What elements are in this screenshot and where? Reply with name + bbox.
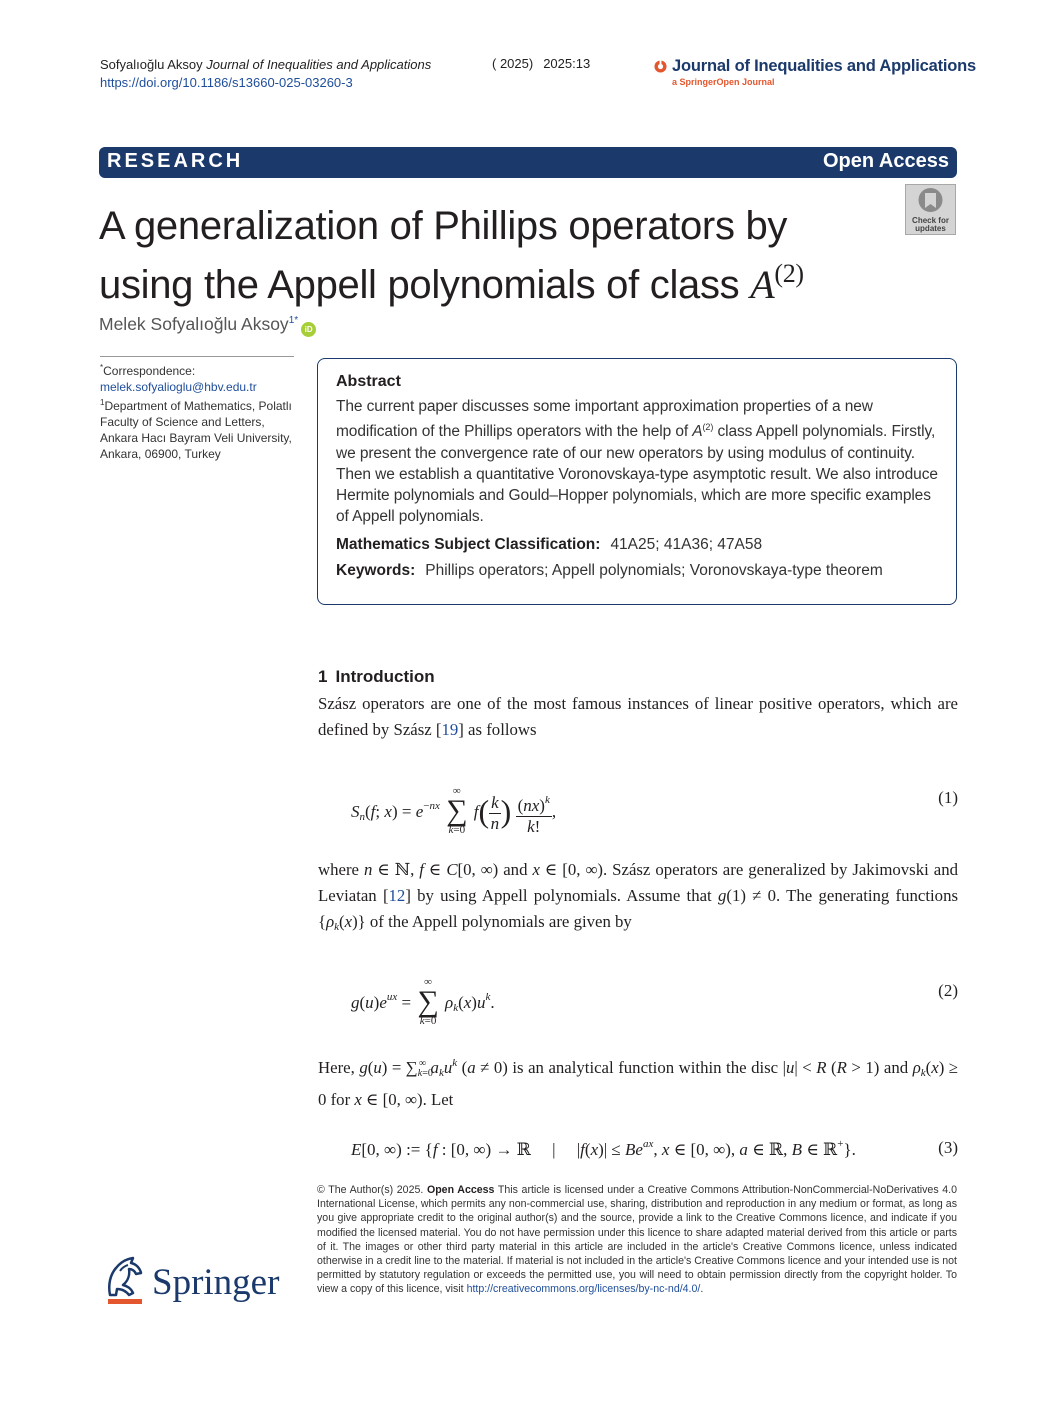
p2-e: . The generating functions (776, 886, 958, 905)
p3-a: Here, (318, 1058, 355, 1077)
check-for-updates-button[interactable] (905, 184, 956, 235)
header-journal: Journal of Inequalities and Applications (206, 57, 432, 72)
license-end: . (700, 1283, 704, 1296)
sidebar-divider (100, 356, 294, 357)
keywords-label: Keywords: (336, 561, 416, 579)
abstract-box (317, 358, 957, 605)
title-class-sup: (2) (774, 259, 804, 288)
p1-end: ] as follows (458, 720, 537, 739)
keywords-value: Phillips operators; Appell polynomials; Voronovskaya-type theorem (425, 561, 883, 579)
title-line-2-text: using the Appell polynomials of class (99, 263, 740, 307)
author-affil-mark[interactable]: 1* (288, 315, 299, 326)
p2-d: ] by using Appell polynomials. Assume that (405, 886, 712, 905)
p2-f: of the Appell polynomials are given by (369, 912, 632, 931)
equation-1 (318, 770, 958, 836)
abstract-heading: Abstract (336, 373, 401, 390)
intro-paragraph-3: Here, $g(u) = \sum_{k=0}^\infty$ $a_ku^k$ (a ≠ 0) is an analytical function within the disc |u| < R (R > 1) and $\rho_k(x) \ge 0$ for x ∈ [0, ∞). Let (318, 1057, 959, 1109)
research-banner (99, 147, 957, 178)
p3-c: and (883, 1058, 909, 1077)
equation-3-body: E[0, ∞) := {f : [0, ∞) → ℝ | $|f(x)| \le Be^{ax}$, x ∈ [0, ∞), a ∈ ℝ, B ∈ ℝ+}. (351, 1138, 856, 1159)
keywords-row (336, 562, 938, 580)
header-article-id: 2025:13 (543, 56, 591, 71)
doi-link[interactable]: https://doi.org/10.1186/s13660-025-03260-3 (100, 75, 353, 90)
license-notice (317, 1183, 957, 1297)
springeropen-icon (654, 60, 667, 73)
author-line (99, 314, 316, 337)
correspondence-email[interactable]: melek.sofyalioglu@hbv.edu.tr (100, 380, 257, 394)
p3-b: is an analytical function within the disc (512, 1058, 779, 1077)
header-year: ( 2025) (492, 56, 534, 71)
affiliation-mark: 1 (100, 398, 105, 407)
p1-text: Szász operators are one of the most famous instances of linear positive operators, which are defined by Szász [ (318, 694, 958, 739)
affiliation-text: Department of Mathematics, Polatlı Faculty of Science and Letters, Ankara Hacı Bayram Veli University, Ankara, 06900, Turkey (100, 399, 292, 461)
title-line-2 (99, 250, 804, 309)
running-header (100, 56, 431, 92)
affiliation (100, 395, 294, 462)
correspondence-line (100, 360, 294, 379)
title-line-1: A generalization of Phillips operators by (99, 204, 788, 248)
header-year-id (492, 56, 590, 71)
p3-e: . Let (422, 1090, 454, 1109)
header-citation (100, 56, 431, 74)
journal-logo-title: Journal of Inequalities and Applications (672, 57, 977, 75)
article-type-label: RESEARCH (107, 150, 244, 172)
abstract-class-sup: (2) (702, 422, 714, 433)
msc-label: Mathematics Subject Classification: (336, 535, 601, 553)
springer-underline (108, 1299, 142, 1304)
title-class-symbol: A (750, 262, 775, 307)
intro-paragraph-1 (318, 691, 958, 743)
p2-b: and (503, 860, 528, 879)
open-access-label: Open Access (823, 150, 949, 172)
p2-a: where (318, 860, 359, 879)
msc-row (336, 536, 938, 554)
correspondence-asterisk: * (100, 363, 104, 372)
equation-1-number: (1) (938, 788, 958, 807)
p2-c: . Szász operators are generalized by Jakimovski and Leviatan [ (318, 860, 958, 905)
ref-link-12[interactable]: 12 (388, 886, 406, 905)
msc-value: 41A25; 41A36; 47A58 (610, 535, 763, 553)
section-number: 1 (318, 667, 328, 686)
p3-d: for (330, 1090, 351, 1109)
equation-3-number: (3) (938, 1138, 958, 1157)
ref-link-19[interactable]: 19 (441, 720, 459, 739)
equation-2 (318, 963, 958, 1027)
equation-3 (318, 1138, 958, 1162)
license-copyright: © The Author(s) 2025. (317, 1184, 424, 1196)
license-open-access: Open Access (426, 1184, 495, 1196)
license-url-link[interactable]: http://creativecommons.org/licenses/by-nc-nd/4.0/ (466, 1283, 701, 1296)
equation-2-body: $g(u)e^{ux}$ = ∞ ∑ k=0 $\rho_k(x)u^k$. (351, 976, 495, 1027)
section-heading-introduction (318, 667, 435, 687)
section-title: Introduction (335, 667, 435, 686)
journal-logo[interactable] (654, 57, 977, 91)
springer-wordmark: Springer (152, 1262, 280, 1303)
orcid-icon[interactable]: iD (301, 322, 316, 337)
license-text: This article is licensed under a Creative Commons Attribution-NonCommercial-NoDerivatives 4.0 International License, which permits any non-commercial use, sharing, distribution and reproduction in any medium or format, as long as you give appropriate credit to the original author(s) and the source, provide a link to the Creative Commons licence, and indicate if you modified the licensed material. You do not have permission under this licence to share adapted material derived from this article or parts of it. The images or other third party material in this article are included in the article's Creative Commons licence, unless indicated otherwise in a credit line to the material. If material is not included in the article's Creative Commons licence and your intended use is not permitted by statutory regulation or exceeds the permitted use, you will need to obtain permission directly from the copyright holder. To view a copy of this licence, visit (317, 1184, 957, 1296)
abstract-class-symbol: A (692, 423, 703, 441)
bookmark-icon (906, 185, 955, 217)
abstract-text (336, 396, 938, 528)
journal-logo-subtitle: a SpringerOpen Journal (672, 77, 775, 87)
correspondence-sidebar (100, 356, 294, 462)
equation-2-number: (2) (938, 981, 958, 1000)
author-name[interactable]: Melek Sofyalıoğlu Aksoy (99, 314, 289, 334)
correspondence-label: Correspondence: (103, 364, 196, 378)
check-for-updates-label: Check for updates (912, 216, 949, 233)
equation-1-body: $S_n(f$; $x) = e^{-nx}$ ∞ ∑ k=0 f( $\frac{k}{n}$ ) $\frac{(nx)^k}{k!}$ , (351, 785, 557, 836)
abstract-text-2: class Appell polynomials. Firstly, we present the convergence rate of our new operators by using modulus of continuity. Then we establish a quantitative Voronovskaya-type asymptotic result. We also introduce Hermite polynomials and Gould–Hopper polynomials, which are more specific examples of Appell polynomials. (336, 423, 938, 526)
intro-paragraph-2: where n ∈ ℕ, f ∈ C[0, ∞) and x ∈ [0, ∞). Szász operators are generalized by Jakimovski and Leviatan [12] by using Appell polynomials. Assume that g(1) ≠ 0. The generating functions $\{\rho_k(x)\}$ of the Appell polynomials are given by (318, 860, 958, 933)
springer-horse-icon (100, 1255, 148, 1299)
header-author: Sofyalıoğlu Aksoy (100, 57, 203, 72)
abstract-text-1: The current paper discusses some important approximation properties of a new modification of the Phillips operators with the help of (336, 398, 873, 441)
springer-logo (100, 1255, 295, 1310)
article-title (99, 202, 804, 309)
